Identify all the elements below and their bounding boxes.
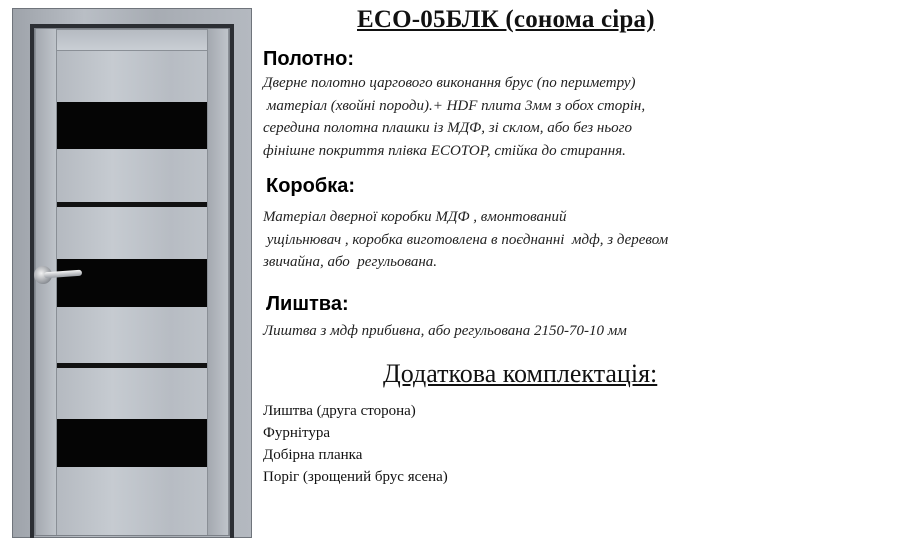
- door-stile-right: [207, 29, 229, 535]
- list-item: Поріг (зрощений брус ясена): [263, 469, 448, 485]
- glass-strip-1: [57, 202, 207, 207]
- list-item: Фурнітура: [263, 425, 331, 441]
- handle-lever-icon: [44, 270, 82, 279]
- door-rail-top: [57, 29, 207, 51]
- section-text-korobka: [263, 206, 668, 274]
- glass-strip-2: [57, 363, 207, 368]
- text-line: звичайна, або регульована.: [263, 254, 438, 270]
- glass-insert-3: [57, 419, 207, 467]
- extras-list: [263, 400, 448, 488]
- door-image: [12, 8, 252, 538]
- list-item: Лиштва (друга сторона): [263, 403, 416, 419]
- text-line: Лиштва з мдф прибивна, або регульована 2150-70-10 мм: [263, 323, 627, 339]
- text-line: Матеріал дверної коробки МДФ , вмонтований: [263, 209, 567, 225]
- section-text-lyshtva: [263, 320, 627, 343]
- text-line: середина полотна плашки із МДФ, зі склом, або без нього: [263, 120, 633, 136]
- door-handle: [34, 264, 88, 286]
- text-line: фінішне покриття плівка ECOTOP, стійка до стирання.: [263, 142, 626, 159]
- section-heading-korobka: Коробка:: [266, 175, 356, 197]
- section-heading-lyshtva: Лиштва:: [266, 293, 349, 315]
- text-line: Дверне полотно царгового виконання брус (по периметру): [263, 75, 636, 91]
- product-title: ECO-05БЛК (сонома сіра): [357, 6, 655, 33]
- text-line: ущільнювач , коробка виготовлена в поєднанні мдф, з деревом: [263, 231, 669, 248]
- frame-shadow-right: [230, 24, 234, 538]
- text-line: матеріал (хвойні породи).+ HDF плита 3мм з обох сторін,: [263, 97, 646, 114]
- glass-insert-1: [57, 102, 207, 149]
- section-heading-polotno: Полотно:: [263, 48, 355, 70]
- extras-title: Додаткова комплектація:: [383, 359, 658, 388]
- list-item: Добірна планка: [263, 447, 363, 463]
- section-text-polotno: [263, 72, 645, 162]
